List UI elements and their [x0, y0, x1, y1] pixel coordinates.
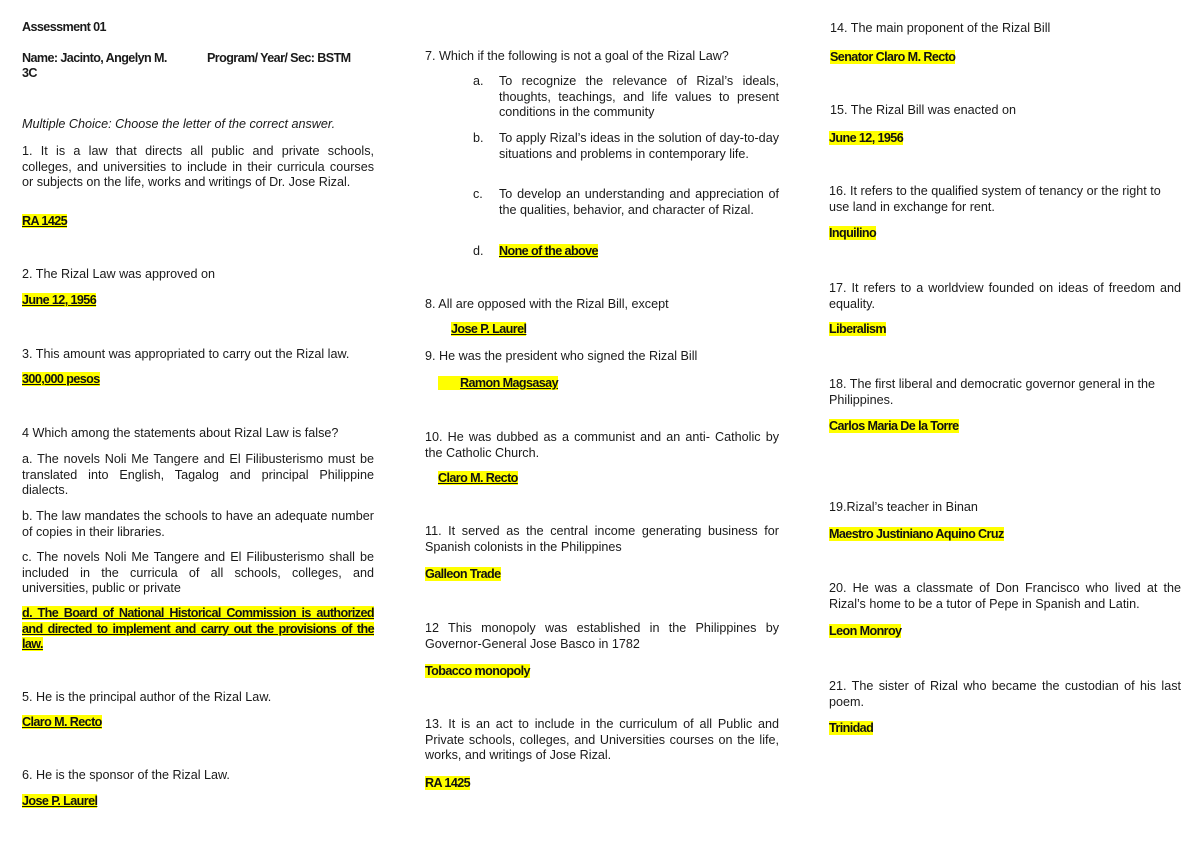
question-1: 1. It is a law that directs all public and private schools, colleges, and universities to include in their curricula courses or subjects on the life, works and writings of Dr. Jose Rizal. — [22, 144, 374, 189]
document-title: Assessment 01 — [22, 20, 106, 34]
answer-21-text: Trinidad — [829, 721, 874, 735]
question-6: 6. He is the sponsor of the Rizal Law. — [22, 768, 230, 782]
answer-21 — [829, 721, 873, 737]
answer-17-text: Liberalism — [829, 322, 886, 336]
option-text: To apply Rizal’s ideas in the solution of day-to-day situations and problems in contemporary life. — [499, 131, 779, 161]
answer-9-text: Ramon Magsasay — [438, 376, 558, 390]
answer-17 — [829, 322, 886, 338]
program-year-section: Program/ Year/ Sec: BSTM — [207, 51, 351, 65]
answer-15 — [829, 131, 903, 147]
question-15: 15. The Rizal Bill was enacted on — [830, 103, 1016, 117]
answer-11 — [425, 567, 501, 583]
answer-10-text: Claro M. Recto — [438, 471, 518, 485]
question-21: 21. The sister of Rizal who became the custodian of his last poem. — [829, 679, 1181, 709]
question-7-option-b — [473, 131, 779, 179]
answer-3-text: 300,000 pesos — [22, 372, 100, 386]
student-name: Name: Jacinto, Angelyn M. — [22, 51, 167, 65]
answer-14-text: Senator Claro M. Recto — [830, 50, 956, 64]
answer-1 — [22, 214, 67, 230]
question-9: 9. He was the president who signed the Rizal Bill — [425, 349, 698, 363]
question-10: 10. He was dubbed as a communist and an anti- Catholic by the Catholic Church. — [425, 430, 779, 460]
question-11: 11. It served as the central income generating business for Spanish colonists in the Philippines — [425, 524, 779, 554]
question-4-option-b: b. The law mandates the schools to have an adequate number of copies in their libraries. — [22, 509, 374, 539]
question-14: 14. The main proponent of the Rizal Bill — [830, 21, 1051, 35]
question-4: 4 Which among the statements about Rizal Law is false? — [22, 426, 339, 440]
answer-1-text: RA 1425 — [22, 214, 68, 228]
question-18: 18. The first liberal and democratic governor general in the Philippines. — [829, 377, 1155, 407]
answer-16-text: Inquilino — [829, 226, 877, 240]
question-12: 12 This monopoly was established in the Philippines by Governor-General Jose Basco in 1782 — [425, 621, 779, 651]
question-7: 7. Which if the following is not a goal of the Rizal Law? — [425, 49, 729, 63]
answer-12 — [425, 664, 530, 680]
option-letter: c. — [473, 187, 483, 201]
answer-6-text: Jose P. Laurel — [22, 794, 98, 808]
question-3: 3. This amount was appropriated to carry out the Rizal law. — [22, 347, 350, 361]
answer-2 — [22, 293, 96, 309]
option-text: To develop an understanding and appreciation of the qualities, behavior, and character of Rizal. — [499, 187, 779, 217]
answer-19 — [829, 527, 1004, 543]
answer-11-text: Galleon Trade — [425, 567, 501, 581]
answer-15-text: June 12, 1956 — [829, 131, 904, 145]
question-19: 19.Rizal’s teacher in Binan — [829, 500, 978, 514]
answer-13 — [425, 776, 470, 792]
question-5: 5. He is the principal author of the Rizal Law. — [22, 690, 272, 704]
answer-8-text: Jose P. Laurel — [451, 322, 527, 336]
question-17: 17. It refers to a worldview founded on ideas of freedom and equality. — [829, 281, 1181, 311]
answer-12-text: Tobacco monopoly — [425, 664, 530, 678]
question-7-option-a — [473, 74, 779, 122]
option-letter: d. — [473, 244, 484, 258]
option-letter: b. — [473, 131, 484, 145]
question-2: 2. The Rizal Law was approved on — [22, 267, 215, 281]
answer-9 — [438, 376, 558, 392]
answer-10 — [438, 471, 518, 487]
answer-19-text: Maestro Justiniano Aquino Cruz — [829, 527, 1004, 541]
answer-18 — [829, 419, 959, 435]
question-4-option-c: c. The novels Noli Me Tangere and El Filibusterismo shall be included in the curricula of all schools, colleges, and universities, public or private — [22, 550, 374, 595]
answer-7-text: None of the above — [499, 244, 598, 258]
program-year-section-cont: 3C — [22, 66, 37, 80]
answer-7 — [499, 244, 598, 260]
answer-5-text: Claro M. Recto — [22, 715, 102, 729]
question-20: 20. He was a classmate of Don Francisco who lived at the Rizal’s home to be a tutor of Pepe in Spanish and Latin. — [829, 581, 1181, 611]
question-16: 16. It refers to the qualified system of tenancy or the right to use land in exchange for rent. — [829, 184, 1161, 214]
answer-16 — [829, 226, 876, 242]
option-text: To recognize the relevance of Rizal’s ideals, thoughts, teachings, and life values to present conditions in the community — [499, 74, 779, 119]
answer-6 — [22, 794, 97, 810]
question-4-option-a: a. The novels Noli Me Tangere and El Filibusterismo must be translated into English, Tagalog and principal Philippine dialects. — [22, 452, 374, 497]
answer-13-text: RA 1425 — [425, 776, 471, 790]
instructions: Multiple Choice: Choose the letter of the correct answer. — [22, 117, 336, 131]
answer-3 — [22, 372, 100, 388]
question-7-option-c — [473, 187, 779, 235]
answer-5 — [22, 715, 102, 731]
question-13: 13. It is an act to include in the curriculum of all Public and Private schools, colleges, and Universities courses on the life, works, and writings of Jose Rizal. — [425, 717, 779, 762]
answer-14 — [830, 50, 955, 66]
answer-20 — [829, 624, 901, 640]
question-7-option-d — [473, 244, 779, 260]
question-8: 8. All are opposed with the Rizal Bill, except — [425, 297, 669, 311]
answer-4 — [22, 606, 374, 653]
answer-18-text: Carlos Maria De la Torre — [829, 419, 959, 433]
answer-20-text: Leon Monroy — [829, 624, 902, 638]
answer-8 — [451, 322, 526, 338]
answer-2-text: June 12, 1956 — [22, 293, 97, 307]
answer-4-text: d. The Board of National Historical Commission is authorized and directed to implement and carry out the provisions of the law. — [22, 606, 374, 651]
option-letter: a. — [473, 74, 484, 88]
